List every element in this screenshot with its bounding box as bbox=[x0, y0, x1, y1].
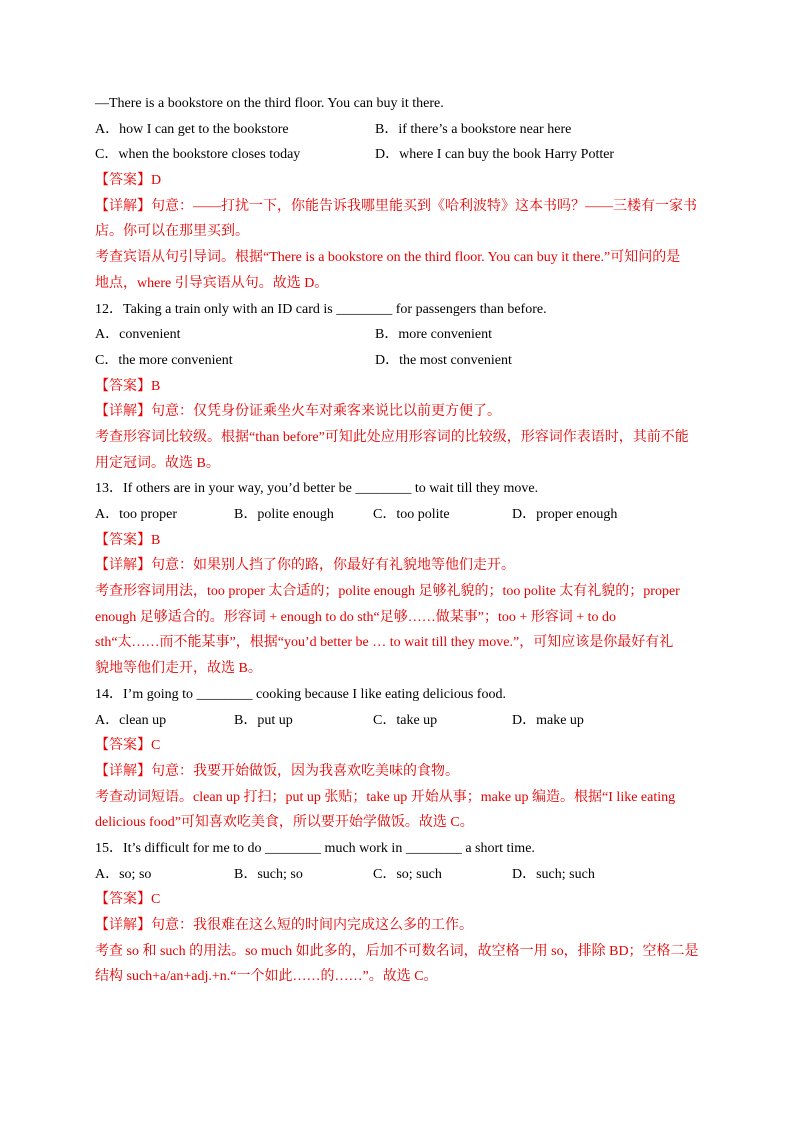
q14-option-a: A．clean up bbox=[95, 712, 167, 728]
q12-explain-line: 考查形容词比较级。根据“than before”可知此处应用形容词的比较级，形容词作表语时，其前不能 bbox=[95, 429, 689, 445]
q12-stem: 12．Taking a train only with an ID card is ________ for passengers than before. bbox=[95, 301, 547, 317]
q12-options-row-2 bbox=[95, 348, 715, 374]
q11-explain-line: 店。你可以在那里买到。 bbox=[95, 224, 249, 240]
q12-explain-line: 【详解】句意：仅凭身份证乘坐火车对乘客来说比以前更方便了。 bbox=[95, 404, 501, 420]
q14-answer: 【答案】C bbox=[95, 738, 161, 754]
q14-option-b: B．put up bbox=[234, 712, 293, 728]
q12-option-a: A．convenient bbox=[95, 327, 181, 343]
q11-options-row-2 bbox=[95, 142, 715, 168]
q15-stem: 15．It’s difficult for me to do ________ much work in ________ a short time. bbox=[95, 840, 535, 856]
q14-explain-line: delicious food”可知喜欢吃美食，所以要开始学做饭。故选 C。 bbox=[95, 815, 474, 831]
q11-option-c: C．when the bookstore closes today bbox=[95, 147, 301, 163]
q15-explain-line: 【详解】句意：我很难在这么短的时间内完成这么多的工作。 bbox=[95, 918, 473, 933]
q14-explain-line: 考查动词短语。clean up 打扫；put up 张贴；take up 开始从事；make up 编造。根据“I like eating bbox=[95, 789, 676, 805]
q11-stem-tail: —There is a bookstore on the third floor. You can buy it there. bbox=[95, 96, 444, 111]
q15-option-d: D．such; such bbox=[512, 866, 595, 882]
q13-explain-line: 考查形容词用法，too proper 太合适的；polite enough 足够礼貌的；too polite 太有礼貌的；proper bbox=[95, 584, 680, 600]
q15-option-a: A．so; so bbox=[95, 866, 152, 882]
q13-explain-line: 【详解】句意：如果别人挡了你的路，你最好有礼貌地等他们走开。 bbox=[95, 558, 515, 574]
q11-option-b: B．if there’s a bookstore near here bbox=[375, 121, 572, 137]
q12-option-c: C．the more convenient bbox=[95, 352, 233, 368]
q13-option-b: B．polite enough bbox=[234, 507, 334, 522]
q11-option-a: A．how I can get to the bookstore bbox=[95, 121, 289, 137]
q15-answer: 【答案】C bbox=[95, 892, 161, 908]
q13-explain-line: 貌地等他们走开，故选 B。 bbox=[95, 661, 262, 677]
q12-options-row-1 bbox=[95, 322, 715, 348]
q11-option-d: D．where I can buy the book Harry Potter bbox=[375, 147, 615, 163]
document-page bbox=[95, 91, 715, 990]
q12-answer: 【答案】B bbox=[95, 378, 161, 394]
q13-answer: 【答案】B bbox=[95, 532, 161, 548]
q15-explain-line: 考查 so 和 such 的用法。so much 如此多的，后加不可数名词，故空格一用 so，排除 BD；空格二是 bbox=[95, 943, 699, 959]
q11-explain-line: 【详解】句意：——打扰一下，你能告诉我哪里能买到《哈利波特》这本书吗？——三楼有一家书 bbox=[95, 198, 697, 214]
q13-option-d: D．proper enough bbox=[512, 507, 618, 522]
q14-option-d: D．make up bbox=[512, 712, 584, 728]
q13-explain-line: sth“太……而不能某事”，根据“you’d better be … to wait till they move.”，可知应该是你最好有礼 bbox=[95, 635, 674, 651]
q11-options-row-1 bbox=[95, 117, 715, 143]
q15-option-b: B．such; so bbox=[234, 866, 303, 882]
q15-option-c: C．so; such bbox=[373, 866, 442, 882]
q14-option-c: C．take up bbox=[373, 712, 438, 728]
q13-option-a: A．too proper bbox=[95, 507, 178, 522]
q11-explain-line: 考查宾语从句引导词。根据“There is a bookstore on the third floor. You can buy it there.”可知问的是 bbox=[95, 250, 681, 266]
q11-answer: 【答案】D bbox=[95, 173, 162, 189]
q12-option-b: B．more convenient bbox=[375, 327, 493, 343]
q13-stem: 13．If others are in your way, you’d better be ________ to wait till they move. bbox=[95, 481, 539, 497]
q13-explain-line: enough 足够适合的。形容词 + enough to do sth“足够……做某事”；too + 形容词 + to do bbox=[95, 609, 617, 625]
q14-explain-line: 【详解】句意：我要开始做饭，因为我喜欢吃美味的食物。 bbox=[95, 763, 459, 779]
q14-options-row bbox=[95, 708, 715, 734]
q13-options-row bbox=[95, 502, 715, 528]
q13-option-c: C．too polite bbox=[373, 507, 450, 522]
q12-option-d: D．the most convenient bbox=[375, 352, 512, 368]
q15-options-row bbox=[95, 862, 715, 888]
q14-stem: 14．I’m going to ________ cooking because I like eating delicious food. bbox=[95, 686, 506, 702]
q12-explain-line: 用定冠词。故选 B。 bbox=[95, 455, 220, 471]
q15-explain-line: 结构 such+a/an+adj.+n.“一个如此……的……”。故选 C。 bbox=[95, 969, 438, 985]
q11-explain-line: 地点，where 引导宾语从句。故选 D。 bbox=[95, 275, 329, 291]
